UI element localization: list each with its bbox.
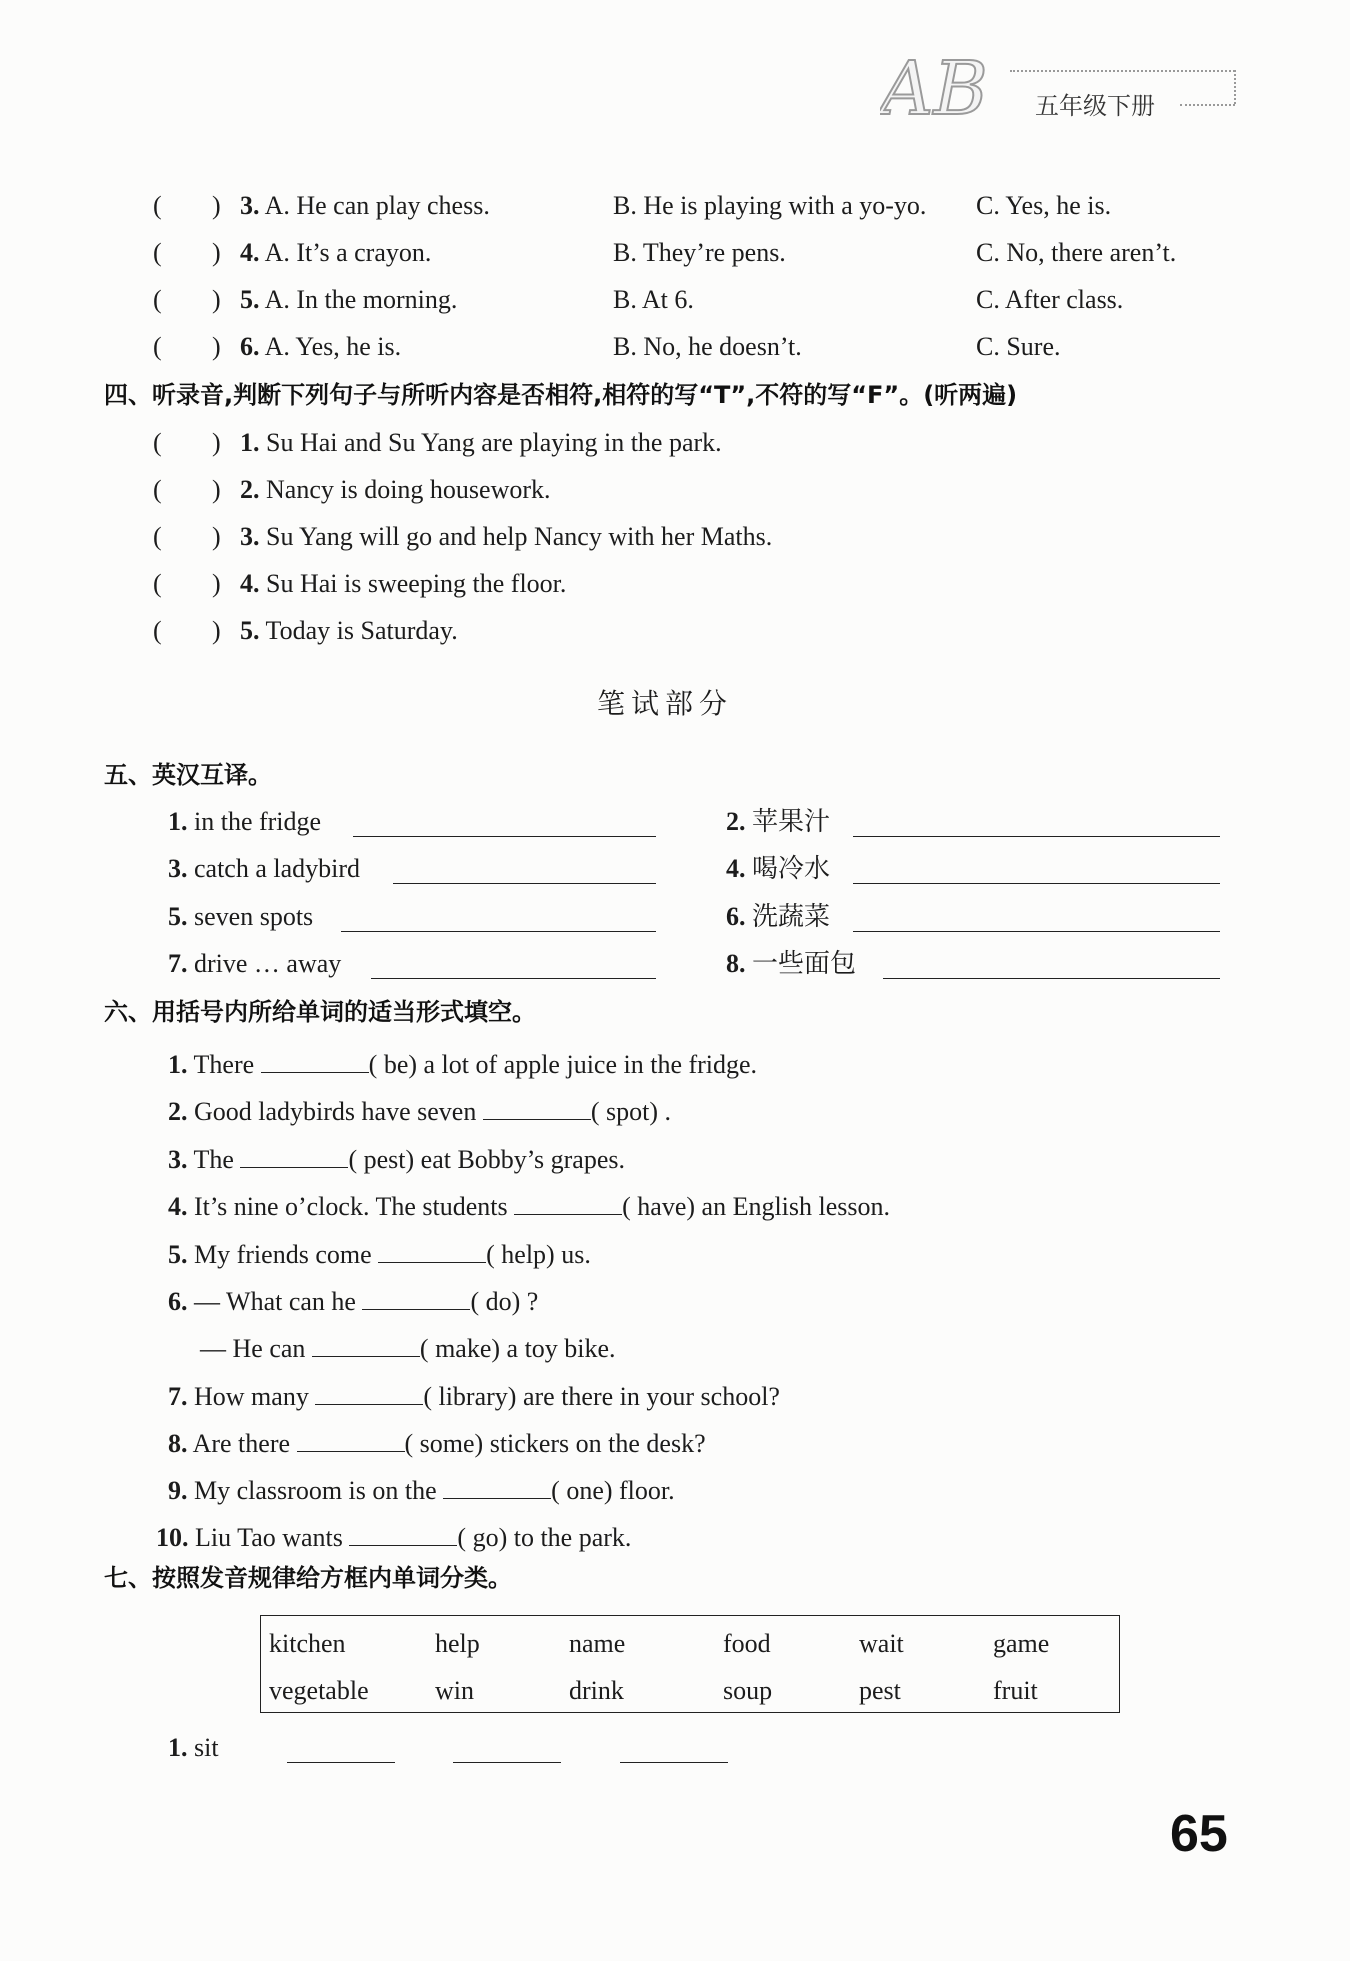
fill-blank-row: 8. Are there ( some) stickers on the desk? bbox=[168, 1425, 706, 1457]
answer-line[interactable] bbox=[853, 931, 1220, 932]
word: food bbox=[723, 1629, 771, 1658]
option-a: A. In the morning. bbox=[264, 285, 458, 314]
answer-line[interactable] bbox=[883, 978, 1220, 979]
word: win bbox=[435, 1676, 474, 1705]
written-part-title: 笔试部分 bbox=[596, 687, 733, 720]
option-b: B. At 6. bbox=[613, 285, 694, 314]
phrase-text: 一些面包 bbox=[752, 949, 857, 978]
option-b: B. No, he doesn’t. bbox=[613, 332, 802, 361]
classify-question: 1. sit bbox=[168, 1733, 219, 1762]
word: help bbox=[435, 1629, 480, 1658]
svg-text:AB: AB bbox=[880, 48, 988, 128]
fill-blank-row: — He can ( make) a toy bike. bbox=[200, 1330, 616, 1362]
option-a: A. It’s a crayon. bbox=[264, 238, 432, 267]
header-dotted-rule bbox=[1010, 70, 1235, 72]
header-dotted-rule bbox=[1180, 104, 1235, 106]
word: wait bbox=[859, 1629, 904, 1658]
statement-text: Su Hai is sweeping the floor. bbox=[266, 569, 567, 598]
section-6-heading: 六、用括号内所给单词的适当形式填空。 bbox=[104, 998, 536, 1026]
example-word: sit bbox=[194, 1733, 219, 1762]
question-number: 6 bbox=[240, 332, 253, 361]
word: name bbox=[569, 1629, 626, 1658]
page-number: 65 bbox=[1170, 1805, 1228, 1863]
option-b: B. They’re pens. bbox=[613, 238, 786, 267]
answer-blank[interactable] bbox=[315, 1378, 423, 1405]
word: vegetable bbox=[269, 1676, 369, 1705]
phrase-text: in the fridge bbox=[194, 807, 322, 836]
answer-blank[interactable] bbox=[483, 1093, 591, 1120]
answer-blank[interactable] bbox=[261, 1046, 369, 1073]
word: game bbox=[993, 1629, 1050, 1658]
fill-blank-row: 2. Good ladybirds have seven ( spot) . bbox=[168, 1093, 671, 1125]
answer-blank[interactable] bbox=[378, 1236, 486, 1263]
answer-blank[interactable] bbox=[349, 1519, 457, 1546]
answer-line[interactable] bbox=[620, 1762, 728, 1763]
option-a: A. He can play chess. bbox=[264, 191, 490, 220]
answer-blank[interactable] bbox=[443, 1472, 551, 1499]
section-7-heading: 七、按照发音规律给方框内单词分类。 bbox=[104, 1564, 512, 1592]
phrase-text: drive … away bbox=[194, 949, 342, 978]
question-number: 4 bbox=[240, 238, 253, 267]
fill-blank-row: 9. My classroom is on the ( one) floor. bbox=[168, 1472, 675, 1504]
fill-blank-row: 4. It’s nine o’clock. The students ( have) an English lesson. bbox=[168, 1188, 890, 1220]
fill-blank-row: 3. The ( pest) eat Bobby’s grapes. bbox=[168, 1141, 625, 1173]
fill-blank-row: 7. How many ( library) are there in your school? bbox=[168, 1378, 780, 1410]
fill-blank-row: 1. There ( be) a lot of apple juice in the fridge. bbox=[168, 1046, 757, 1078]
answer-blank[interactable] bbox=[312, 1330, 420, 1357]
option-a: A. Yes, he is. bbox=[264, 332, 402, 361]
answer-line[interactable] bbox=[341, 931, 656, 932]
grade-label: 五年级下册 bbox=[1035, 92, 1155, 120]
statement-text: Su Hai and Su Yang are playing in the park. bbox=[266, 428, 722, 457]
section-4-heading: 四、听录音,判断下列句子与所听内容是否相符,相符的写“T”,不符的写“F”。(听两遍) bbox=[104, 381, 1018, 409]
answer-line[interactable] bbox=[853, 836, 1220, 837]
phrase-text: seven spots bbox=[194, 902, 314, 931]
header-dotted-rule bbox=[1234, 70, 1236, 104]
option-c: C. Yes, he is. bbox=[976, 191, 1112, 220]
fill-blank-row: 5. My friends come ( help) us. bbox=[168, 1236, 591, 1268]
phrase-text: 洗蔬菜 bbox=[752, 902, 831, 931]
answer-line[interactable] bbox=[853, 883, 1220, 884]
fill-blank-row: 6. — What can he ( do) ? bbox=[168, 1283, 538, 1315]
answer-blank[interactable] bbox=[297, 1425, 405, 1452]
fill-blank-row: 10. Liu Tao wants ( go) to the park. bbox=[156, 1519, 631, 1551]
statement-text: Today is Saturday. bbox=[265, 616, 458, 645]
answer-blank[interactable] bbox=[362, 1283, 470, 1310]
word-box bbox=[260, 1615, 1120, 1713]
word: soup bbox=[723, 1676, 773, 1705]
statement-text: Su Yang will go and help Nancy with her Maths. bbox=[266, 522, 773, 551]
answer-line[interactable] bbox=[371, 978, 656, 979]
phrase-text: 喝冷水 bbox=[752, 854, 831, 883]
answer-line[interactable] bbox=[287, 1762, 395, 1763]
option-c: C. After class. bbox=[976, 285, 1124, 314]
word: pest bbox=[859, 1676, 901, 1705]
option-c: C. Sure. bbox=[976, 332, 1061, 361]
question-number: 3 bbox=[240, 191, 253, 220]
ab-logo-icon bbox=[880, 48, 1020, 128]
section-5-heading: 五、英汉互译。 bbox=[104, 761, 272, 789]
workbook-page: AB 五年级下册 ( ) 3. A. He can play chess. B. He is playing with a yo-yo. C. Yes, he is. ( ) 4. A. It’s a crayon. B. They’re pens. C. No, there aren’t. ( ) 5. A. In the morning. B. At 6. C. After class. ( ) 6. A. Yes, he is. B. No, he doesn’t. C. Sure. 四、听录音,判断下列句子与所听内容是否相符,相符的写“T”,不符的写“F”。(听两遍) ( ) 1. Su Hai and Su Yang are playing in the park. ( ) 2. Nancy is doing housework. ( ) 3. Su Yang will go and help Nancy with her Maths. ( ) 4. Su Hai is sweeping the floor. ( ) 5. Today is Saturday. 笔试部分 五、英汉互译。 1. in the fridge 2. 苹果汁 3. catch a ladybird 4. 喝冷水 5. seven spots 6. 洗蔬菜 7. drive … away 8. 一些面包 六、用括号内所给单词的适当形式填空。 1. There ( be) a lot of apple juice in the fridge. 2. Good ladybirds have seven ( spot) . 3. The ( pest) eat Bobby’s grapes. 4. It’s nine o’clock. The students ( have) an English lesson. 5. My friends come ( help) us. 6. — What can he ( do) ? — He can ( make) a toy bike. 7. How many ( library) are there in your school? 8. Are there ( some) stickers on the desk? 9. My classroom is on the ( one) floor. 10. Liu Tao wants ( go) to the park. 七、按照发音规律给方框内单词分类。 kitchen help name food wait game vegetable win drink soup pest fruit 1. sit 65 bbox=[0, 0, 1350, 1961]
phrase-text: catch a ladybird bbox=[194, 854, 361, 883]
answer-blank[interactable] bbox=[514, 1188, 622, 1215]
option-b: B. He is playing with a yo-yo. bbox=[613, 191, 927, 220]
option-c: C. No, there aren’t. bbox=[976, 238, 1177, 267]
answer-blank[interactable] bbox=[240, 1141, 348, 1168]
word: kitchen bbox=[269, 1629, 346, 1658]
statement-text: Nancy is doing housework. bbox=[266, 475, 551, 504]
question-number: 5 bbox=[240, 285, 253, 314]
answer-line[interactable] bbox=[353, 836, 656, 837]
word: drink bbox=[569, 1676, 624, 1705]
word: fruit bbox=[993, 1676, 1038, 1705]
phrase-text: 苹果汁 bbox=[752, 807, 831, 836]
answer-line[interactable] bbox=[393, 883, 656, 884]
answer-line[interactable] bbox=[453, 1762, 561, 1763]
